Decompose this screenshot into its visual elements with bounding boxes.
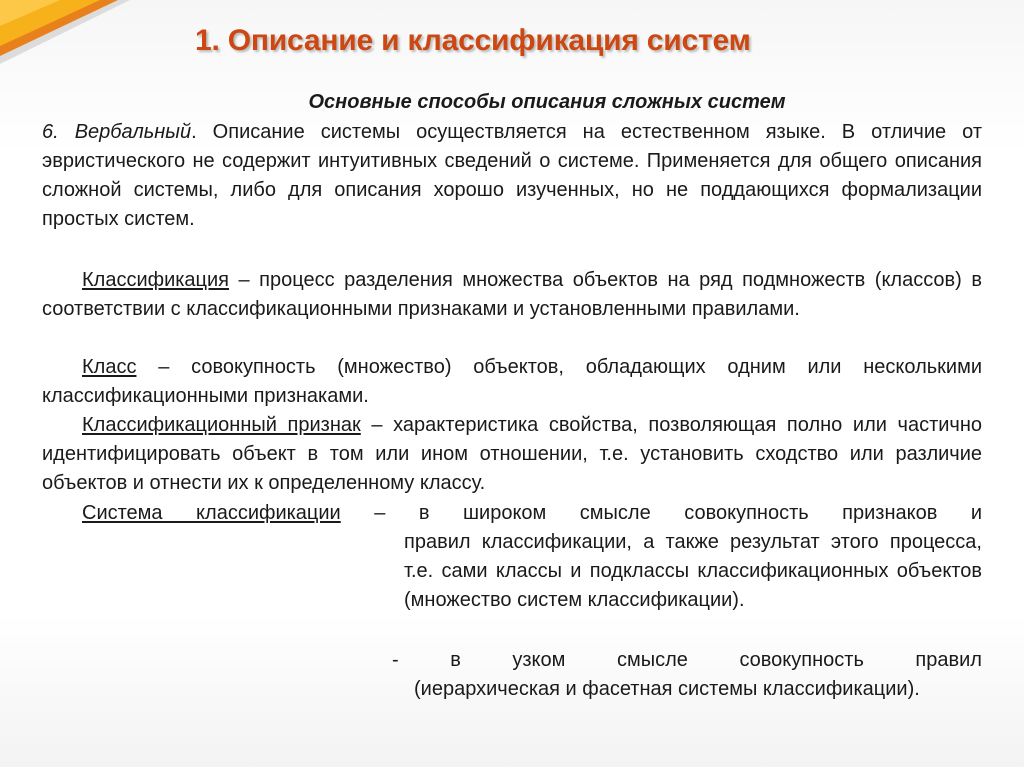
narrow-sense-dash: - bbox=[392, 649, 399, 671]
system-classification-head-text: – в широком смысле совокупность признаков и bbox=[340, 502, 983, 524]
narrow-sense-body: (иерархическая и фасетная системы классификации). bbox=[414, 678, 920, 700]
verbal-description-paragraph bbox=[42, 118, 982, 234]
narrow-word-1: в bbox=[450, 649, 461, 671]
classification-feature-term: Классификационный признак bbox=[82, 414, 361, 436]
system-classification-head bbox=[42, 499, 982, 528]
narrow-sense-head bbox=[392, 646, 982, 675]
corner-decoration bbox=[0, 0, 130, 90]
classification-feature-text: – характеристика свойства, позволяющая полно или частично идентифицировать объект в том или ином отношении, т.е. установить сходство или различие объектов и отнести их к определенному классу. bbox=[42, 414, 982, 494]
narrow-word-5: правил bbox=[915, 649, 982, 671]
narrow-word-3: смысле bbox=[616, 649, 688, 671]
class-term: Класс bbox=[82, 356, 137, 378]
verbal-text: . Описание системы осуществляется на естественном языке. В отличие от эвристического не содержит интуитивных сведений о системе. Применяется для общего описания сложной системы, либо для описания хорошо изученных, но не поддающихся формализации простых систем. bbox=[42, 121, 982, 230]
system-classification-body: правил классификации, а также результат этого процесса, т.е. сами классы и подклассы классификационных объектов (множество систем классификации). bbox=[404, 531, 982, 611]
classification-text: – процесс разделения множества объектов на ряд подмножеств (классов) в соответствии с классификационными признаками и установленными правилами. bbox=[42, 269, 982, 320]
slide-title: 1. Описание и классификация систем bbox=[195, 24, 751, 57]
narrow-word-2: узком bbox=[512, 649, 566, 671]
class-text: – совокупность (множество) объектов, обладающих одним или несколькими классификационными признаками. bbox=[42, 356, 982, 407]
classification-definition bbox=[42, 266, 982, 324]
class-definition bbox=[42, 353, 982, 411]
classification-feature-definition bbox=[42, 411, 982, 498]
narrow-word-4: совокупность bbox=[739, 649, 864, 671]
classification-term: Классификация bbox=[82, 269, 230, 291]
section-subtitle: Основные способы описания сложных систем bbox=[308, 91, 786, 113]
verbal-lead: 6. Вербальный bbox=[42, 121, 192, 143]
system-classification-term: Система классификации bbox=[82, 502, 341, 524]
